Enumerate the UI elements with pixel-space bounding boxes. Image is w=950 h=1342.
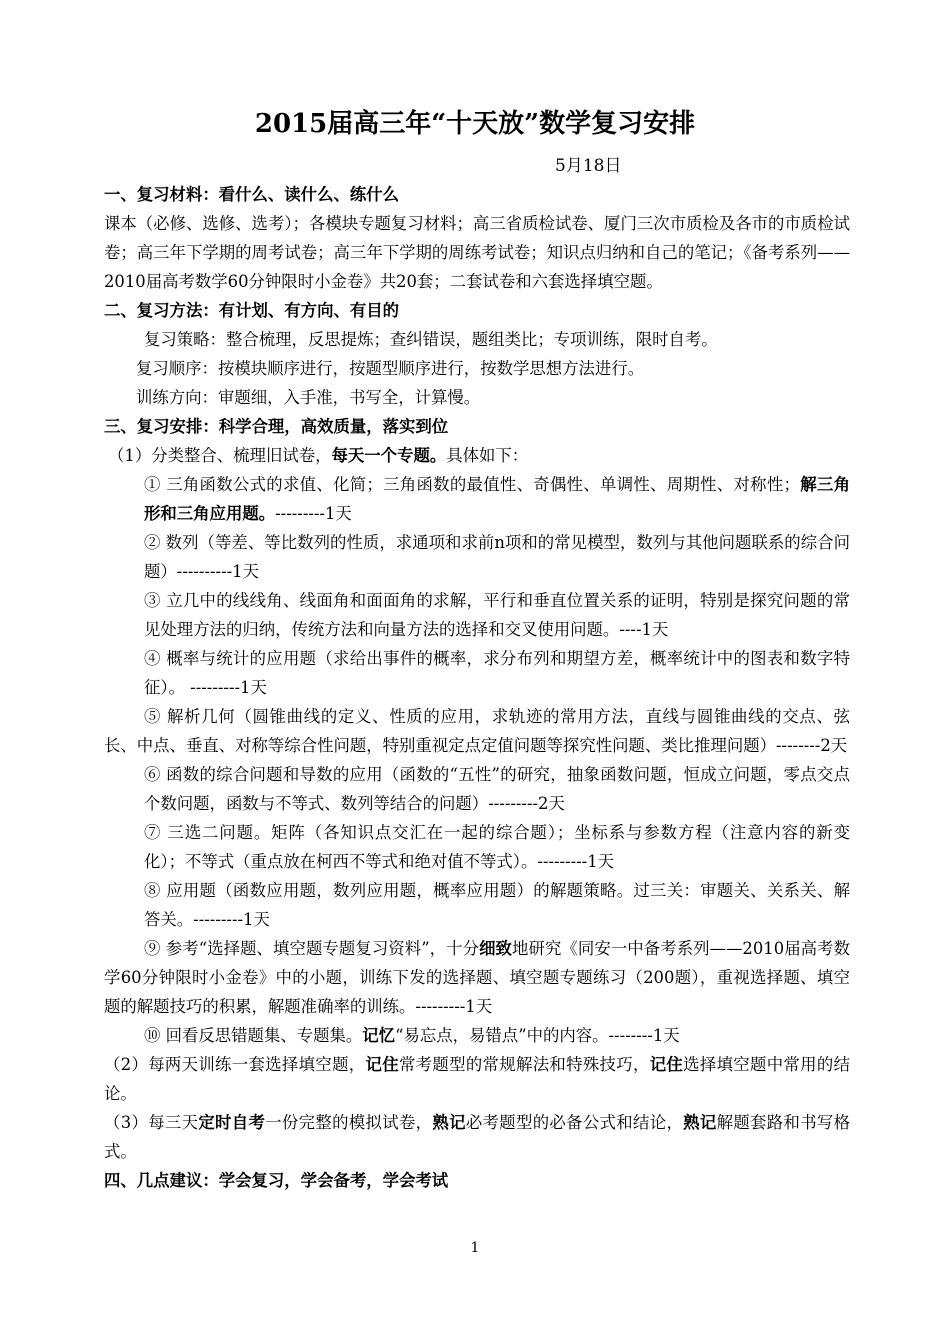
sub-item-3-c: 必考题型的必备公式和结论， [465, 1113, 684, 1132]
topic-item-1-text: ① 三角函数公式的求值、化简；三角函数的最值性、奇偶性、单调性、周期性、对称性； [144, 475, 800, 494]
topic-item-1 [104, 470, 850, 528]
topic-item-10-pre: ⑩ 回看反思错题集、专题集。 [144, 1026, 363, 1045]
training-direction: 训练方向：审题细，入手准，书写全，计算慢。 [136, 388, 481, 407]
document-body [104, 180, 850, 1195]
section-1-body: 课本（必修、选修、选考）；各模块专题复习材料；高三省质检试卷、厦门三次市质检及各市的市质检试卷；高三年下学期的周考试卷；高三年下学期的周练考试卷；知识点归纳和自己的笔记；《备考系列——2010届高考数学60分钟限时小金卷》共20套；二套试卷和六套选择填空题。 [104, 214, 850, 291]
section-4-heading: 四、几点建议：学会复习，学会备考，学会考试 [104, 1171, 449, 1190]
topic-item-9-pre: ⑨ 参考“选择题、填空题专题复习资料”，十分 [144, 939, 480, 958]
topic-item-1-bold: 解三角形和三角应用题。 [144, 475, 850, 523]
section-2-heading: 二、复习方法：有计划、有方向、有目的 [104, 301, 400, 320]
topic-item-5: ⑤ 解析几何（圆锥曲线的定义、性质的应用，求轨迹的常用方法，直线与圆锥曲线的交点、弦长、中点、垂直、对称等综合性问题，特别重视定点定值问题等探究性问题、类比推理问题）--------2天 [104, 707, 850, 755]
review-strategy: 复习策略：整合梳理，反思提炼；查纠错误，题组类比；专项训练，限时自考。 [144, 330, 718, 349]
sub-item-1-post: 具体如下： [446, 446, 529, 465]
document-title: 2015届高三年“十天放”数学复习安排 [254, 109, 696, 139]
topic-item-4: ④ 概率与统计的应用题（求给出事件的概率，求分布列和期望方差，概率统计中的图表和数字特征）。 ---------1天 [144, 649, 850, 697]
sub-item-3-bold-1: 定时自考 [198, 1113, 266, 1132]
sub-item-3-d: 解题套路和书写格式。 [104, 1113, 851, 1161]
topic-item-9-post: 地研究《同安一中备考系列——2010届高考数学60分钟限时小金卷》中的小题，训练下发的选择题、填空题专题练习（200题），重视选择题、填空题的解题技巧的积累，解题准确率的训练。---------1天 [104, 939, 851, 1016]
review-order: 复习顺序：按模块顺序进行，按题型顺序进行，按数学思想方法进行。 [136, 359, 645, 378]
sub-item-3 [104, 1108, 850, 1166]
sub-item-2-b: 常考题型的常规解法和特殊技巧， [398, 1055, 650, 1074]
page-number: 1 [470, 1240, 480, 1256]
sub-item-1-bold: 每天一个专题。 [331, 446, 447, 465]
topic-item-7: ⑦ 三选二问题。矩阵（各知识点交汇在一起的综合题）；坐标系与参数方程（注意内容的新变化）；不等式（重点放在柯西不等式和绝对值不等式）。---------1天 [144, 823, 850, 871]
topic-item-9-bold: 细致 [479, 939, 513, 958]
sub-item-2 [104, 1050, 850, 1108]
sub-item-2-a: （2）每两天训练一套选择填空题， [104, 1055, 366, 1074]
topic-item-2: ② 数列（等差、等比数列的性质，求通项和求前n项和的常见模型，数列与其他问题联系的综合问题）----------1天 [144, 533, 850, 581]
topic-item-9 [104, 934, 850, 1021]
sub-item-3-bold-2: 熟记 [432, 1113, 466, 1132]
sub-item-3-bold-3: 熟记 [683, 1113, 717, 1132]
sub-item-2-c: 选择填空题中常用的结论。 [104, 1055, 851, 1103]
sub-item-1-pre: （1）分类整合、梳理旧试卷， [108, 446, 332, 465]
topic-item-10 [104, 1021, 850, 1050]
sub-item-1 [104, 441, 850, 470]
topic-item-6: ⑥ 函数的综合问题和导数的应用（函数的“五性”的研究，抽象函数问题，恒成立问题，零点交点个数问题，函数与不等式、数列等结合的问题）---------2天 [144, 765, 850, 813]
section-3-heading: 三、复习安排：科学合理，高效质量，落实到位 [104, 417, 449, 436]
document-date: 5月18日 [555, 156, 622, 176]
topic-item-8: ⑧ 应用题（函数应用题，数列应用题，概率应用题）的解题策略。过三关：审题关、关系关、解答关。---------1天 [144, 881, 850, 929]
topic-item-1-days: ---------1天 [275, 504, 352, 523]
sub-item-3-b: 一份完整的模拟试卷， [265, 1113, 433, 1132]
sub-item-3-a: （3）每三天 [104, 1113, 199, 1132]
section-1-heading: 一、复习材料：看什么、读什么、练什么 [104, 185, 400, 204]
sub-item-2-bold-2: 记住 [649, 1055, 684, 1074]
topic-item-10-bold: 记忆 [362, 1026, 396, 1045]
topic-item-10-post: “易忘点，易错点”中的内容。--------1天 [395, 1026, 680, 1045]
topic-item-3: ③ 立几中的线线角、线面角和面面角的求解，平行和垂直位置关系的证明，特别是探究问题的常见处理方法的归纳，传统方法和向量方法的选择和交叉使用问题。----1天 [144, 591, 850, 639]
sub-item-2-bold-1: 记住 [365, 1055, 399, 1074]
